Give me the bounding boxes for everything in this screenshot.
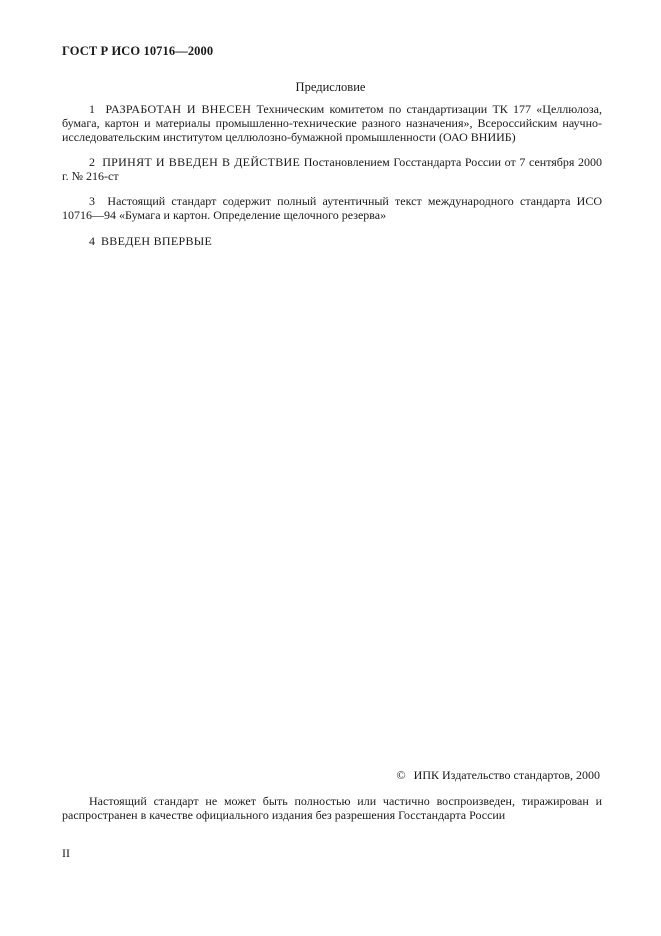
foreword-item-2 <box>62 155 602 183</box>
item-text: Постановлением Госстандарта России от 7 сентября 2000 г. № 216-ст <box>62 155 603 183</box>
item-text: Техническим комитетом по стандартизации ТК 177 «Целлюлоза, бумага, картон и материалы промышленно-технические разного назначения», Всероссийским научно-исследовательским институтом целлюлозно-бумажной промышленности (ОАО ВНИИБ) <box>62 102 603 144</box>
copyright-line <box>397 768 600 783</box>
item-lead: ВВЕДЕН ВПЕРВЫЕ <box>101 234 213 248</box>
item-number: 3 <box>89 194 95 208</box>
page-number: II <box>62 846 70 860</box>
item-lead: ПРИНЯТ И ВВЕДЕН В ДЕЙСТВИЕ <box>102 155 301 169</box>
item-text: Настоящий стандарт содержит полный аутентичный текст международного стандарта ИСО 10716—94 «Бумага и картон. Определение щелочного резерва» <box>62 194 603 222</box>
copyright-symbol: © <box>396 768 406 782</box>
foreword-item-1 <box>62 102 602 144</box>
foreword-title: Предисловие <box>295 80 366 94</box>
item-number: 4 <box>89 234 95 248</box>
copyright-text: ИПК Издательство стандартов, 2000 <box>413 768 600 782</box>
item-number: 2 <box>89 155 95 169</box>
item-number: 1 <box>89 102 95 116</box>
reproduction-notice: Настоящий стандарт не может быть полностью или частично воспроизведен, тиражирован и распространен в качестве официального издания без разрешения Госстандарта России <box>62 794 602 822</box>
document-designation: ГОСТ Р ИСО 10716—2000 <box>62 44 214 58</box>
foreword-item-4 <box>62 234 602 248</box>
foreword-item-3 <box>62 194 602 222</box>
item-lead: РАЗРАБОТАН И ВНЕСЕН <box>105 102 252 116</box>
